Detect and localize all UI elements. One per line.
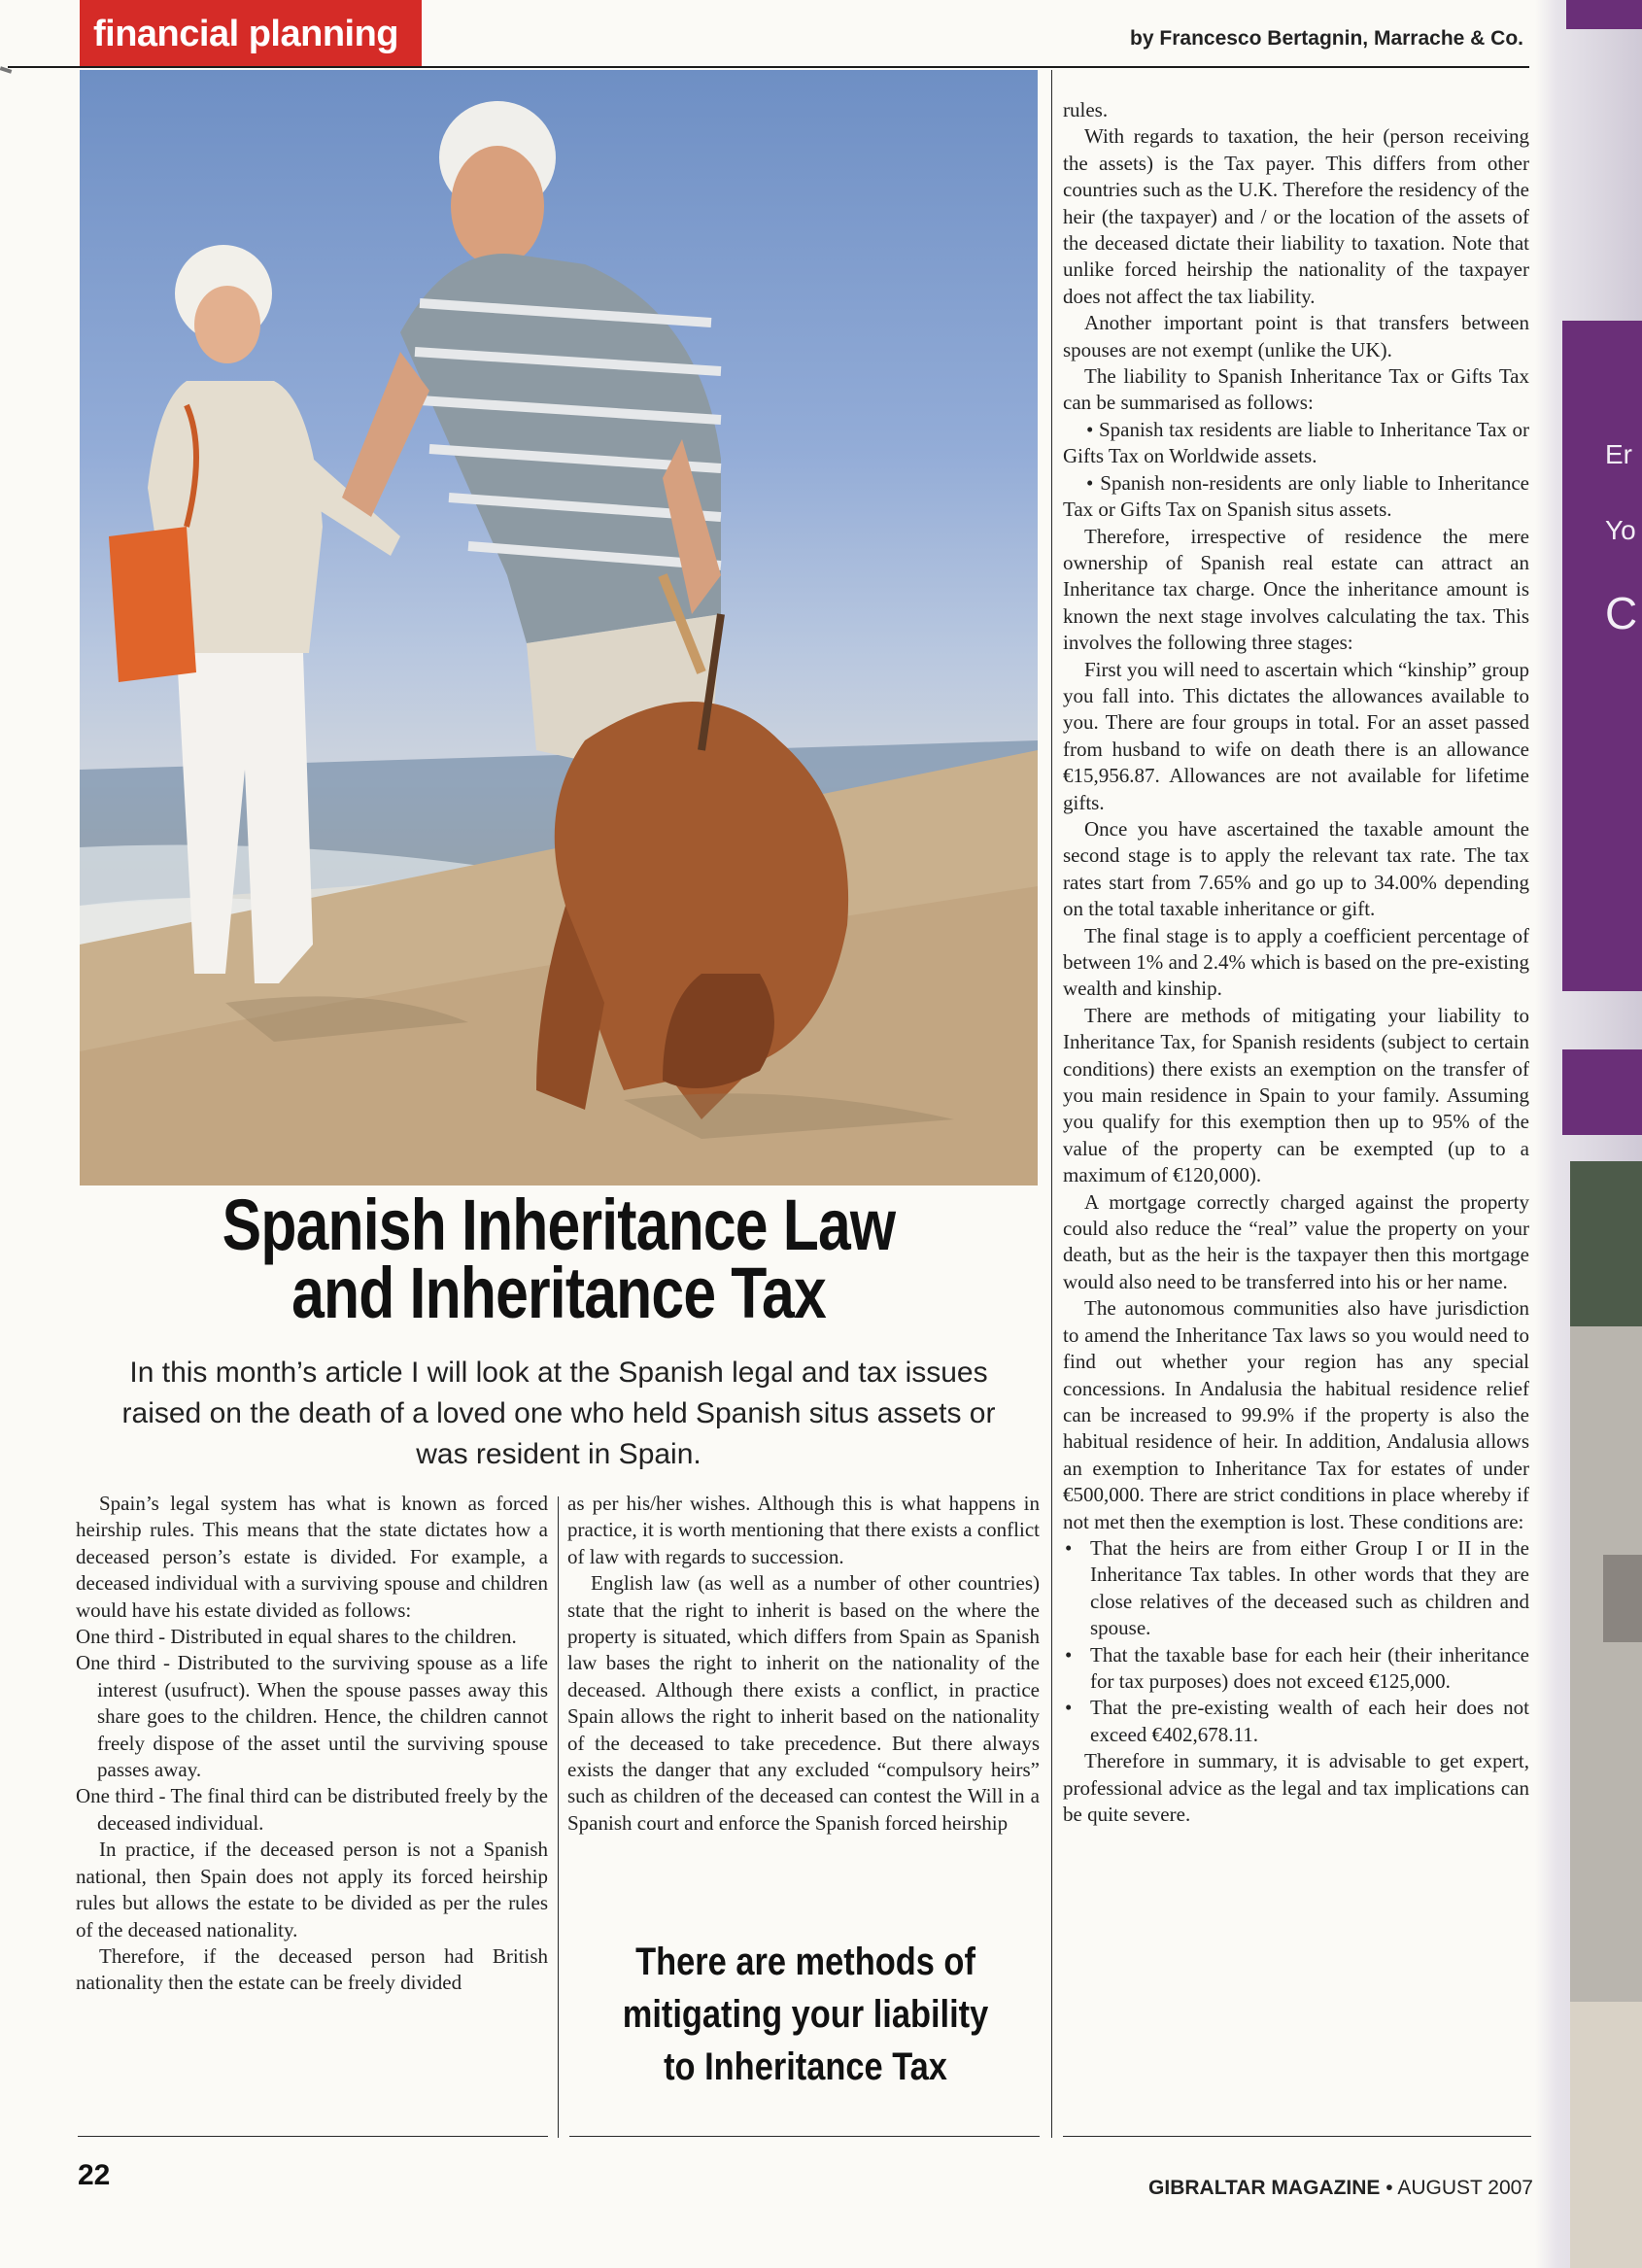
list-item: • That the taxable base for each heir (their inheritance for tax purposes) does not exceed €125,000.: [1063, 1642, 1529, 1696]
paragraph: There are methods of mitigating your liability to Inheritance Tax, for Spanish residents (subject to certain conditions) there exists an exemption on the transfer of you main residence in Spain to your family. Assuming you qualify for this exemption then up to 95% of the value of the property can be exempted (up to a maximum of €120,000).: [1063, 1003, 1529, 1187]
footer-rule: [569, 2136, 1040, 2137]
column-divider: [1051, 70, 1052, 2138]
paragraph: Another important point is that transfers between spouses are not exempt (unlike the UK).: [1063, 311, 1529, 361]
list-item: One third - Distributed to the surviving spouse as a life interest (usufruct). When the spouse passes away this share goes to the children. Hence, the children cannot freely dispose of the asset until the surviving spouse passes away.: [76, 1651, 548, 1782]
article-photo: [80, 70, 1038, 1186]
edge-text: Er: [1605, 439, 1632, 469]
paragraph: as per his/her wishes. Although this is what happens in practice, it is worth mentioning that there exists a conflict of law with regards to succession.: [567, 1492, 1040, 1568]
next-page-graphics: [1535, 0, 1642, 2268]
footer-separator: •: [1385, 2177, 1393, 2199]
header-rule: [8, 66, 1529, 68]
magazine-issue: AUGUST 2007: [1397, 2177, 1533, 2199]
byline: by Francesco Bertagnin, Marrache & Co.: [1130, 27, 1523, 50]
paragraph: English law (as well as a number of other countries) state that the right to inherit is based on the where the property is situated, which differs from Spain as Spanish law bases the right to inherit on the nationality of the deceased. Although there exists a conflict, in practice Spain allows the right to inherit based on the nationality of the deceased to take precedence. But there always exists the danger that any excluded “compulsory heirs” such as children of the deceased can contest the Will in a Spanish court and enforce the Spanish forced heirship: [567, 1571, 1040, 1835]
paragraph: The final stage is to apply a coefficient percentage of between 1% and 2.4% which is based on the pre-existing wealth and kinship.: [1063, 923, 1529, 1001]
list-item: • That the heirs are from either Group I or II in the Inheritance Tax tables. In other words that they are close relatives of the deceased such as children and spouse.: [1063, 1535, 1529, 1642]
paragraph: First you will need to ascertain which “kinship” group you fall into. This dictates the allowances available to you. There are four groups in total. For an asset passed from husband to wife on death there is an allowance €15,956.87. Allowances are not available for lifetime gifts.: [1063, 657, 1529, 814]
article-standfirst: In this month’s article I will look at the Spanish legal and tax issues raised on the death of a loved one who held Spanish situs assets or was resident in Spain.: [121, 1357, 996, 1470]
paragraph: A mortgage correctly charged against the property could also reduce the “real” value the property on your death, but as the heir is the taxpayer then this mortgage would also need to be transferred into his or her name.: [1063, 1189, 1529, 1293]
paragraph: Therefore, irrespective of residence the mere ownership of Spanish real estate can attract an Inheritance tax charge. Once the inheritance amount is known the next stage involves calculating the tax. This involves the following three stages:: [1063, 524, 1529, 655]
text-column-2: [567, 1491, 1040, 1837]
section-tag: financial planning: [80, 0, 422, 66]
paragraph: rules.: [1063, 98, 1109, 121]
paragraph: The autonomous communities also have jurisdiction to amend the Inheritance Tax laws so you would need to find out whether your region has any special concessions. In Andalusia the habitual residence relief can be increased to 99.9% if the property is also the habitual residence of heir. In addition, Andalusia allows an exemption to Inheritance Tax for estates of under €500,000. There are strict conditions in place whereby if not met then the exemption is lost. These conditions are:: [1063, 1296, 1529, 1533]
magazine-footer: [1148, 2177, 1533, 2200]
page-number: 22: [78, 2159, 111, 2191]
list-item: • Spanish tax residents are liable to Inheritance Tax or Gifts Tax on Worldwide assets.: [1063, 417, 1529, 468]
footer-rule: [1063, 2136, 1531, 2137]
list-item: • Spanish non-residents are only liable to Inheritance Tax or Gifts Tax on Spanish situs assets.: [1063, 470, 1529, 522]
paragraph: The liability to Spanish Inheritance Tax or Gifts Tax can be summarised as follows:: [1063, 364, 1529, 415]
text-column-1: [76, 1491, 548, 1997]
paragraph: With regards to taxation, the heir (person receiving the assets) is the Tax payer. This differs from other countries such as the U.K. Therefore the residency of the heir (the taxpayer) and / or the location of the assets of the deceased dictate their liability to taxation. Note that unlike forced heirship the nationality of the taxpayer does not affect the tax liability.: [1063, 124, 1529, 308]
headline-line-2: and Inheritance Tax: [291, 1253, 826, 1333]
pull-quote: There are methods of mitigating your liability to Inheritance Tax: [622, 1941, 989, 2088]
list-item: One third - Distributed in equal shares to the children.: [76, 1625, 517, 1649]
list-item: One third - The final third can be distributed freely by the deceased individual.: [76, 1784, 548, 1835]
footer-rule: [78, 2136, 548, 2137]
paragraph: Therefore, if the deceased person had British nationality then the estate can be freely divided: [76, 1943, 548, 1995]
edge-text: C: [1605, 588, 1638, 638]
edge-text: Yo: [1605, 515, 1636, 545]
next-page-edge: [1535, 0, 1642, 2268]
article-headline: [172, 1185, 944, 1333]
paragraph: Spain’s legal system has what is known as forced heirship rules. This means that the state dictates how a deceased person’s estate is divided. For example, a deceased individual with a surviving spouse and children would have his estate divided as follows:: [76, 1492, 548, 1622]
column-divider: [558, 1496, 559, 2138]
paragraph: Once you have ascertained the taxable amount the second stage is to apply the relevant tax rate. The tax rates start from 7.65% and go up to 34.00% depending on the total taxable inheritance or gift.: [1063, 816, 1529, 921]
paragraph: Therefore in summary, it is advisable to get expert, professional advice as the legal and tax implications can be quite severe.: [1063, 1749, 1529, 1826]
headline-line-1: Spanish Inheritance Law: [222, 1185, 896, 1265]
list-item: • That the pre-existing wealth of each heir does not exceed €402,678.11.: [1063, 1695, 1529, 1748]
text-column-3: [1063, 97, 1529, 1828]
beach-couple-dog-illustration: [80, 70, 1038, 1186]
paragraph: In practice, if the deceased person is not a Spanish national, then Spain does not apply its forced heirship rules but allows the estate to be divided as per the rules of the deceased nationality.: [76, 1838, 548, 1942]
magazine-name: GIBRALTAR MAGAZINE: [1148, 2177, 1381, 2199]
